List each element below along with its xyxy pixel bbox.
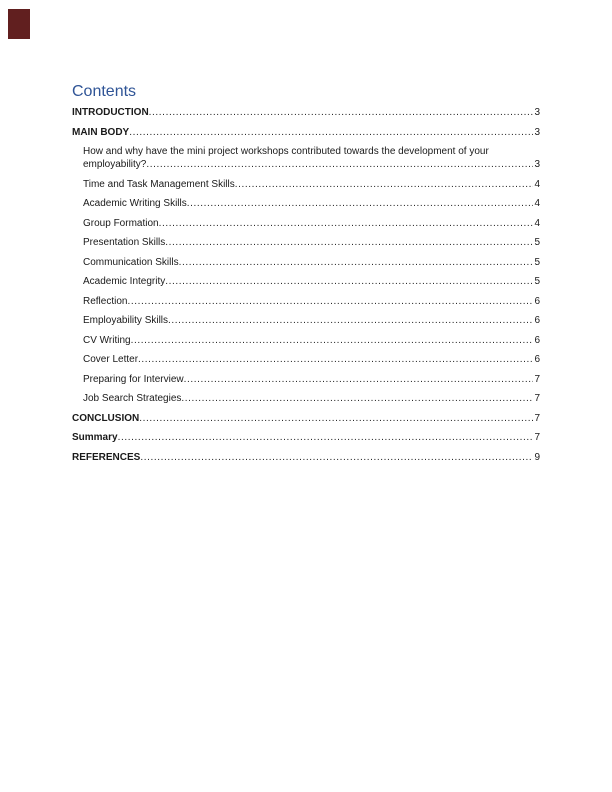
- toc-entry-label: Cover Letter: [83, 354, 139, 365]
- toc-entry[interactable]: [83, 256, 540, 269]
- dot-leader: [149, 106, 534, 119]
- dot-leader: [139, 412, 533, 425]
- toc-entry[interactable]: [83, 236, 540, 249]
- toc-entry-label: MAIN BODY: [72, 126, 130, 138]
- dot-leader: [146, 158, 533, 171]
- page-content: [72, 83, 540, 470]
- toc-entry-label: Academic Integrity: [83, 276, 166, 287]
- toc-entry[interactable]: [83, 275, 540, 288]
- toc-entry-page: 4: [534, 178, 540, 190]
- toc-entry[interactable]: [83, 145, 540, 171]
- toc-entry-page: 4: [534, 217, 540, 229]
- toc-entry-page: 5: [534, 237, 540, 248]
- toc-entry-page: 5: [534, 276, 540, 287]
- toc-entry-label: Academic Writing Skills: [83, 198, 187, 209]
- toc-entry-label: employability?: [83, 159, 147, 170]
- toc-entry[interactable]: [83, 392, 540, 405]
- toc-entry-page: 3: [534, 126, 540, 138]
- dot-leader: [165, 236, 533, 249]
- toc-entry[interactable]: [83, 197, 540, 210]
- page-title: Contents: [72, 83, 137, 100]
- toc-entry-label: How and why have the mini project workshops contributed towards the development of your: [83, 146, 489, 157]
- dot-leader: [159, 217, 534, 230]
- toc-entry[interactable]: [72, 451, 540, 464]
- toc-entry[interactable]: [83, 178, 540, 191]
- toc-entry-label: Communication Skills: [83, 256, 179, 268]
- toc-entry-page: 7: [534, 412, 540, 424]
- dot-leader: [184, 373, 534, 386]
- toc-entry-label: Job Search Strategies: [83, 393, 182, 404]
- toc-entry[interactable]: [72, 106, 540, 119]
- dot-leader: [181, 392, 533, 405]
- toc-entry-label: CONCLUSION: [72, 412, 140, 424]
- toc-entry-label: Summary: [72, 432, 118, 443]
- toc-entry-page: 3: [534, 107, 540, 118]
- dot-leader: [165, 275, 533, 288]
- corner-bookmark-marker: [8, 9, 30, 39]
- toc-entry[interactable]: [72, 412, 540, 425]
- dot-leader: [235, 178, 534, 191]
- toc-entry-label: Reflection: [83, 295, 128, 307]
- toc-entry-label: Presentation Skills: [83, 237, 166, 248]
- toc-entry-label: CV Writing: [83, 334, 131, 346]
- toc-entry[interactable]: [83, 353, 540, 366]
- dot-leader: [179, 256, 534, 269]
- toc-entry-label: Group Formation: [83, 217, 159, 229]
- toc-entry-page: 7: [534, 432, 540, 443]
- toc-entry-page: 4: [534, 198, 540, 209]
- dot-leader: [131, 334, 534, 347]
- toc-entry-page: 6: [534, 315, 540, 326]
- toc-entry-page: 6: [534, 334, 540, 346]
- toc-entry-page: 7: [534, 393, 540, 404]
- dot-leader: [127, 295, 533, 308]
- toc-entry-page: 6: [534, 295, 540, 307]
- toc-entry[interactable]: [83, 373, 540, 386]
- toc-entry-page: 5: [534, 256, 540, 268]
- dot-leader: [168, 314, 533, 327]
- toc-entry[interactable]: [83, 334, 540, 347]
- toc-entry-page: 6: [534, 354, 540, 365]
- dot-leader: [129, 126, 533, 139]
- toc-entry[interactable]: [72, 126, 540, 139]
- toc-entry-lastline: [83, 158, 540, 171]
- toc-entry[interactable]: [83, 217, 540, 230]
- dot-leader: [140, 451, 533, 464]
- toc-entry[interactable]: [83, 295, 540, 308]
- toc-entry[interactable]: [83, 314, 540, 327]
- toc-entry-label: Preparing for Interview: [83, 373, 184, 385]
- toc-entry-label: Employability Skills: [83, 315, 169, 326]
- toc-entry-label: REFERENCES: [72, 451, 141, 463]
- dot-leader: [118, 431, 534, 444]
- dot-leader: [138, 353, 533, 366]
- toc-entry-page: 9: [534, 451, 540, 463]
- toc-entry-label: Time and Task Management Skills: [83, 178, 235, 190]
- toc-entry[interactable]: [72, 431, 540, 444]
- toc-entry-page: 7: [534, 373, 540, 385]
- toc-entry-label: INTRODUCTION: [72, 107, 149, 118]
- toc-entry-page: 3: [534, 159, 540, 170]
- table-of-contents: [72, 106, 540, 464]
- dot-leader: [187, 197, 534, 210]
